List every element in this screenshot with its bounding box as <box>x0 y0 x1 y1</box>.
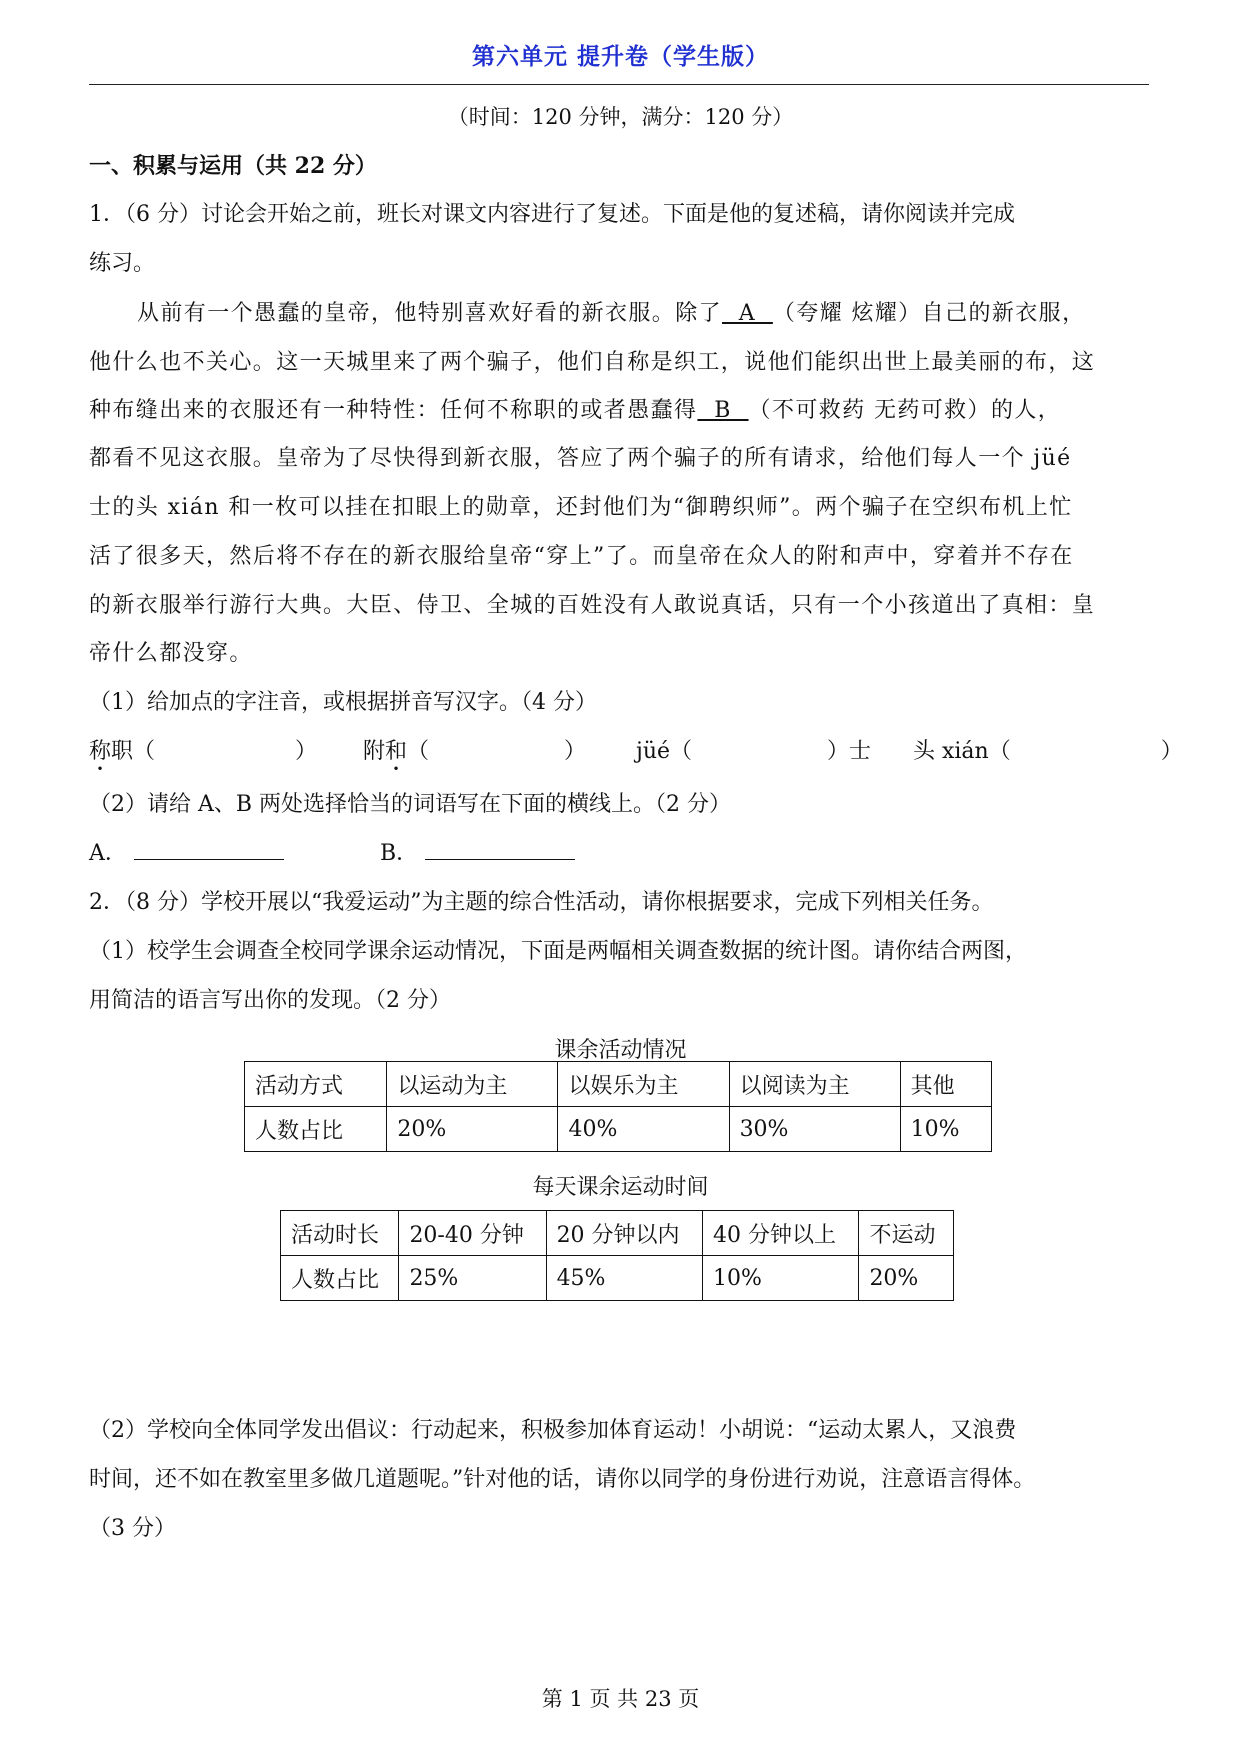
pinyin-item-3 <box>636 734 871 765</box>
q1-prompt-line2: 练习。 <box>89 251 156 276</box>
item-text: 附 <box>363 739 386 764</box>
passage-line8: 帝什么都没穿。 <box>89 641 253 666</box>
exam-info: （时间：120 分钟，满分：120 分） <box>447 105 794 129</box>
table-cell: 30% <box>729 1107 900 1152</box>
q1-prompt-line1: 1．（6 分）讨论会开始之前，班长对课文内容进行了复述。下面是他的复述稿，请你阅读并完成 <box>89 202 1015 227</box>
pinyin-item-1 <box>89 734 317 765</box>
table-cell: 活动方式 <box>245 1062 387 1107</box>
table-row <box>245 1062 992 1107</box>
q1-sub1: （1）给加点的字注音，或根据拼音写汉字。（4 分） <box>89 690 597 715</box>
dotted-char: 称 <box>89 739 112 764</box>
answer-label: A． <box>89 841 127 866</box>
table-cell: 40% <box>558 1107 729 1152</box>
page-number: 第 1 页 共 23 页 <box>541 1687 700 1711</box>
passage-line4: 都看不见这衣服。皇帝为了尽快得到新衣服，答应了两个骗子的所有请求，给他们每人一个 jüé <box>89 446 1072 471</box>
item-text: 职（ <box>111 739 156 764</box>
answer-label: B． <box>380 841 419 866</box>
dotted-char: 和 <box>385 739 408 764</box>
table-cell: 人数占比 <box>281 1256 399 1301</box>
page-title: 第六单元 提升卷（学生版） <box>471 43 769 70</box>
activity-table <box>244 1061 992 1152</box>
passage-text: 种布缝出来的衣服还有一种特性：任何不称职的或者愚蠢得 <box>89 398 698 423</box>
item-text: （ <box>407 739 430 764</box>
passage-line2: 他什么也不关心。这一天城里来了两个骗子，他们自称是织工，说他们能织出世上最美丽的布，这 <box>89 350 1096 375</box>
table-cell: 45% <box>546 1256 702 1301</box>
q2-sub1-line1: （1）校学生会调查全校同学课余运动情况，下面是两幅相关调查数据的统计图。请你结合两图， <box>89 939 1028 964</box>
q1-sub2: （2）请给 A、B 两处选择恰当的词语写在下面的横线上。（2 分） <box>89 792 732 817</box>
section-heading: 一、积累与运用（共 22 分） <box>89 153 377 179</box>
answer-a-line[interactable] <box>134 859 284 860</box>
item-text: ） <box>295 739 318 764</box>
table-row <box>245 1107 992 1152</box>
table-cell: 活动时长 <box>281 1211 399 1256</box>
table-cell: 25% <box>399 1256 546 1301</box>
q2-sub2-line3: （3 分） <box>89 1516 176 1541</box>
passage-line6: 活了很多天，然后将不存在的新衣服给皇帝“穿上”了。而皇帝在众人的附和声中，穿着并不存在 <box>89 544 1074 569</box>
blank-b: B <box>697 398 749 423</box>
table2-caption: 每天课余运动时间 <box>532 1175 709 1200</box>
table-cell: 以运动为主 <box>387 1062 558 1107</box>
passage-line7: 的新衣服举行游行大典。大臣、侍卫、全城的百姓没有人敢说真话，只有一个小孩道出了真相：皇 <box>89 593 1096 618</box>
table-cell: 10% <box>900 1107 991 1152</box>
title-divider <box>89 84 1149 85</box>
table-cell: 40 分钟以上 <box>703 1211 859 1256</box>
table-cell: 以阅读为主 <box>729 1062 900 1107</box>
q2-sub2-line2: 时间，还不如在教室里多做几道题呢。”针对他的话，请你以同学的身份进行劝说，注意语言得体。 <box>89 1467 1036 1492</box>
blank-a: A <box>722 301 773 326</box>
pinyin-item-2 <box>363 734 586 765</box>
table-row <box>281 1256 954 1301</box>
q2-prompt: 2．（8 分）学校开展以“我爱运动”为主题的综合性活动，请你根据要求，完成下列相关任务。 <box>89 890 994 915</box>
q2-sub1-line2: 用简洁的语言写出你的发现。（2 分） <box>89 988 451 1013</box>
table-cell: 人数占比 <box>245 1107 387 1152</box>
table-cell: 10% <box>703 1256 859 1301</box>
item-text: ）士 <box>827 739 872 764</box>
passage-text: （夸耀 炫耀）自己的新衣服， <box>772 301 1086 326</box>
table-cell: 20% <box>387 1107 558 1152</box>
answer-b <box>380 836 575 867</box>
item-text: ） <box>564 739 587 764</box>
passage-text: 从前有一个愚蠢的皇帝，他特别喜欢好看的新衣服。除了 <box>137 301 723 326</box>
table-cell: 20% <box>859 1256 954 1301</box>
item-text: jüé（ <box>636 739 693 764</box>
table-cell: 其他 <box>900 1062 991 1107</box>
table-row <box>281 1211 954 1256</box>
q2-sub2-line1: （2）学校向全体同学发出倡议：行动起来，积极参加体育运动！小胡说：“运动太累人，又浪费 <box>89 1418 1017 1443</box>
table-cell: 以娱乐为主 <box>558 1062 729 1107</box>
table-cell: 20-40 分钟 <box>399 1211 546 1256</box>
answer-a <box>89 836 284 867</box>
passage-text: （不可救药 无药可救）的人， <box>748 398 1062 423</box>
table-cell: 20 分钟以内 <box>546 1211 702 1256</box>
answer-b-line[interactable] <box>425 859 575 860</box>
item-text: 头 xián（ <box>913 739 1011 764</box>
passage-line5: 士的头 xián 和一枚可以挂在扣眼上的勋章，还封他们为“御聘织师”。两个骗子在空织布机上忙 <box>89 495 1073 520</box>
passage-line3 <box>89 393 1061 424</box>
table-cell: 不运动 <box>859 1211 954 1256</box>
pinyin-item-4 <box>913 734 1183 765</box>
passage-line1 <box>137 296 1086 327</box>
table1-caption: 课余活动情况 <box>554 1038 687 1063</box>
item-text: ） <box>1160 739 1183 764</box>
exercise-time-table <box>280 1210 954 1301</box>
